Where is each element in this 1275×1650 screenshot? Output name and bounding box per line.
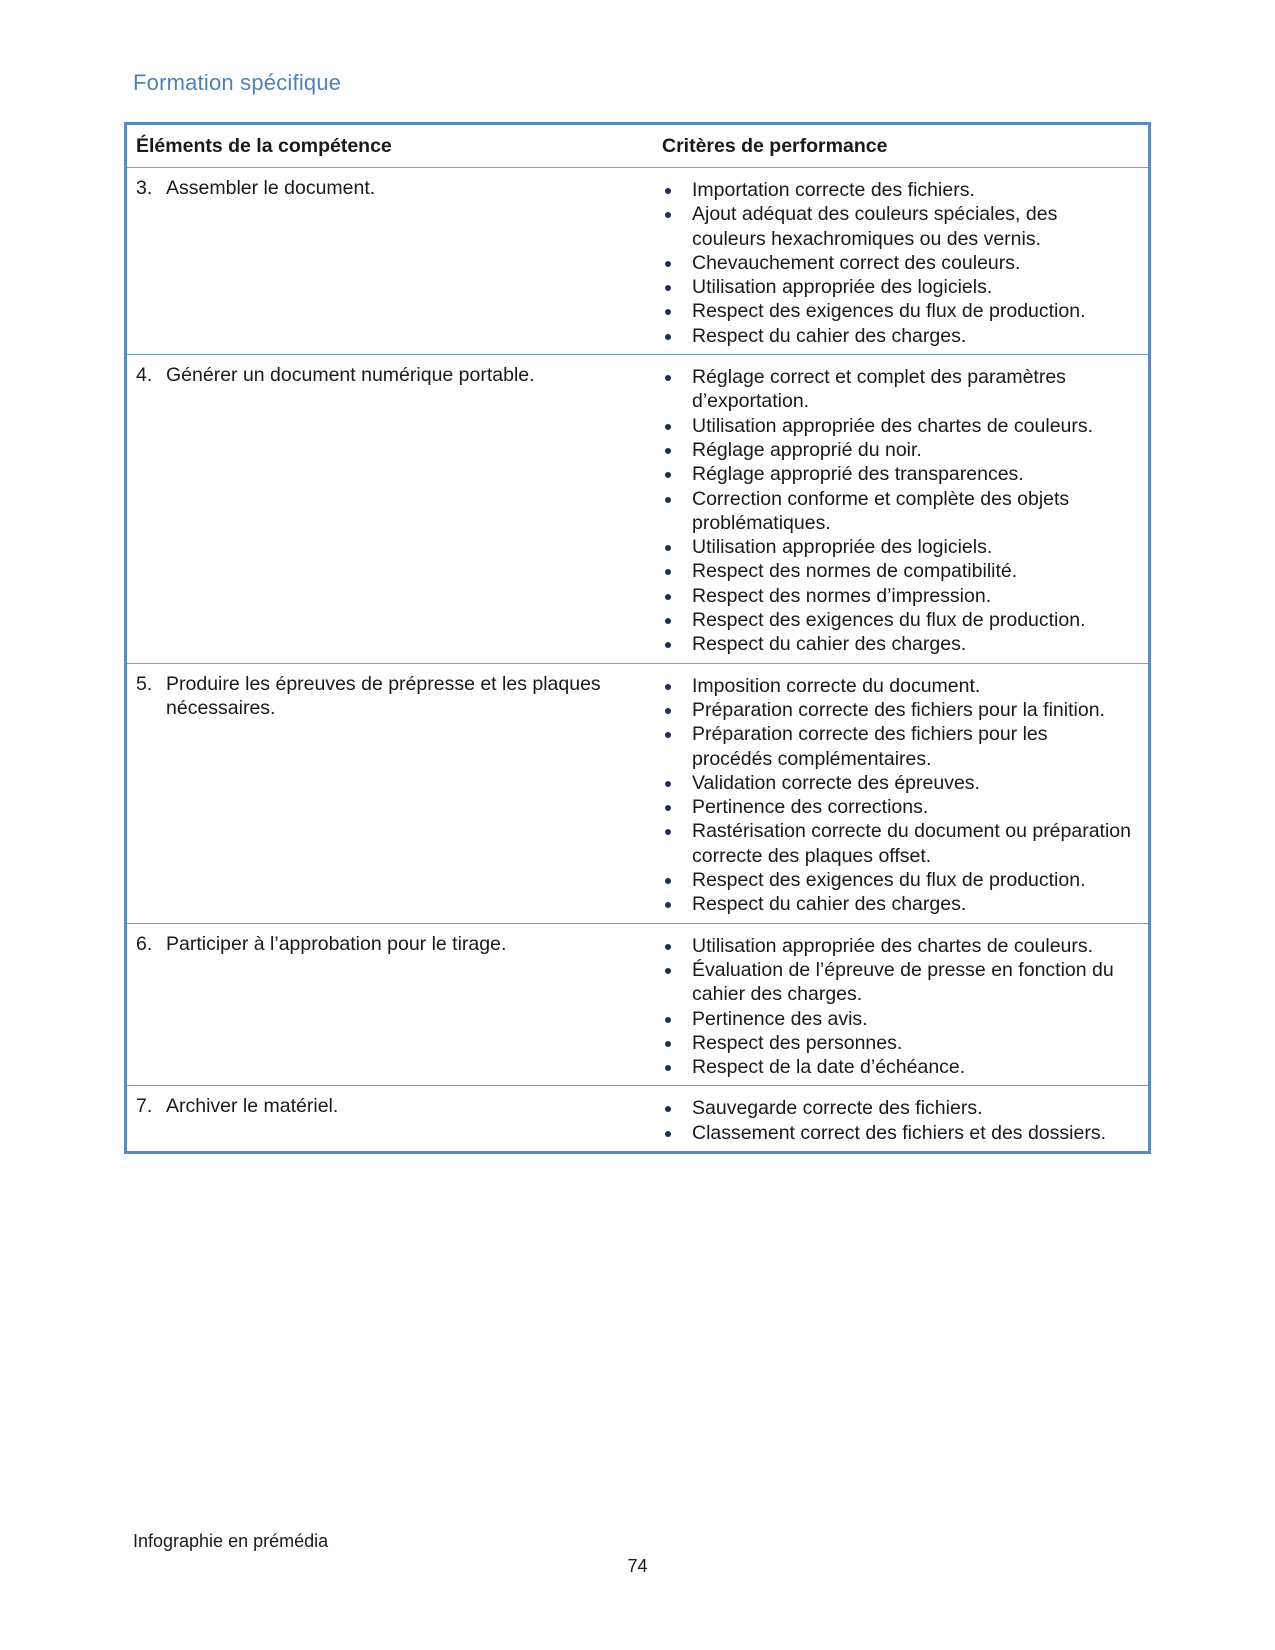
criteria-text: Utilisation appropriée des chartes de couleurs. xyxy=(692,934,1094,957)
footer-program-name: Infographie en prémédia xyxy=(133,1531,329,1551)
criteria-item xyxy=(662,934,1148,958)
bullet-icon xyxy=(665,829,671,835)
element-cell xyxy=(126,923,663,1086)
criteria-cell xyxy=(662,168,1150,355)
bullet-icon xyxy=(665,334,671,340)
criteria-item xyxy=(662,414,1148,438)
bullet-icon xyxy=(665,424,671,430)
criteria-cell xyxy=(662,1086,1150,1153)
criteria-text: Évaluation de l’épreuve de presse en fonction du cahier des charges. xyxy=(692,958,1114,1006)
criteria-item xyxy=(662,584,1148,608)
criteria-item xyxy=(662,178,1148,202)
criteria-item xyxy=(662,324,1148,348)
criteria-text: Réglage correct et complet des paramètres d’exportation. xyxy=(692,366,1066,413)
criteria-text: Validation correcte des épreuves. xyxy=(692,771,980,794)
criteria-text: Respect des personnes. xyxy=(692,1031,903,1054)
element-cell xyxy=(126,1086,663,1153)
criteria-text: Pertinence des avis. xyxy=(692,1007,868,1030)
table-header-row xyxy=(126,124,1150,168)
criteria-text: Respect des exigences du flux de production. xyxy=(692,609,1086,632)
criteria-item xyxy=(662,202,1148,251)
table-row xyxy=(126,1086,1150,1153)
criteria-list xyxy=(662,178,1148,348)
criteria-list xyxy=(662,365,1148,657)
element-item xyxy=(136,176,642,200)
criteria-text: Rastérisation correcte du document ou préparation correcte des plaques offset. xyxy=(692,820,1131,867)
criteria-item xyxy=(662,771,1148,795)
bullet-icon xyxy=(665,1065,671,1071)
bullet-icon xyxy=(665,448,671,454)
bullet-icon xyxy=(665,684,671,690)
criteria-text: Respect du cahier des charges. xyxy=(692,324,967,347)
criteria-item xyxy=(662,674,1148,698)
criteria-list xyxy=(662,1096,1148,1145)
bullet-icon xyxy=(665,708,671,714)
criteria-text: Respect du cahier des charges. xyxy=(692,893,967,916)
criteria-item xyxy=(662,698,1148,722)
criteria-text: Respect des normes de compatibilité. xyxy=(692,560,1018,583)
criteria-item xyxy=(662,868,1148,892)
criteria-item xyxy=(662,795,1148,819)
criteria-text: Pertinence des corrections. xyxy=(692,796,929,819)
criteria-item xyxy=(662,251,1148,275)
criteria-item xyxy=(662,1096,1148,1120)
element-item xyxy=(136,932,642,956)
bullet-icon xyxy=(665,878,671,884)
criteria-item xyxy=(662,1007,1148,1031)
bullet-icon xyxy=(665,944,671,950)
criteria-item xyxy=(662,819,1148,868)
criteria-item xyxy=(662,299,1148,323)
bullet-icon xyxy=(665,309,671,315)
criteria-cell xyxy=(662,663,1150,923)
bullet-icon xyxy=(665,805,671,811)
bullet-icon xyxy=(665,375,671,381)
criteria-text: Préparation correcte des fichiers pour la finition. xyxy=(692,698,1105,721)
criteria-item xyxy=(662,722,1148,771)
table-row xyxy=(126,923,1150,1086)
criteria-item xyxy=(662,275,1148,299)
element-text: Participer à l’approbation pour le tirage. xyxy=(166,932,507,955)
element-number: 7. xyxy=(136,1095,153,1118)
bullet-icon xyxy=(665,618,671,624)
bullet-icon xyxy=(665,594,671,600)
criteria-text: Utilisation appropriée des logiciels. xyxy=(692,536,993,559)
criteria-item xyxy=(662,462,1148,486)
element-number: 5. xyxy=(136,672,153,695)
bullet-icon xyxy=(665,1017,671,1023)
element-item xyxy=(136,363,642,387)
bullet-icon xyxy=(665,285,671,291)
criteria-text: Imposition correcte du document. xyxy=(692,674,981,697)
table-row xyxy=(126,168,1150,355)
criteria-item xyxy=(662,487,1148,536)
table-row xyxy=(126,663,1150,923)
element-text: Générer un document numérique portable. xyxy=(166,364,535,387)
criteria-text: Réglage approprié des transparences. xyxy=(692,463,1024,486)
criteria-text: Chevauchement correct des couleurs. xyxy=(692,251,1021,274)
criteria-item xyxy=(662,438,1148,462)
element-cell xyxy=(126,663,663,923)
bullet-icon xyxy=(665,212,671,218)
criteria-text: Importation correcte des fichiers. xyxy=(692,179,975,201)
criteria-text: Correction conforme et complète des objets problématiques. xyxy=(692,487,1070,534)
element-number: 6. xyxy=(136,932,153,955)
criteria-list xyxy=(662,674,1148,917)
criteria-item xyxy=(662,608,1148,632)
element-text: Produire les épreuves de prépresse et les plaques nécessaires. xyxy=(166,672,601,719)
criteria-cell xyxy=(662,923,1150,1086)
criteria-text: Respect des exigences du flux de production. xyxy=(692,869,1086,892)
criteria-item xyxy=(662,1121,1148,1145)
bullet-icon xyxy=(665,902,671,908)
criteria-text: Classement correct des fichiers et des dossiers. xyxy=(692,1121,1106,1144)
criteria-text: Sauvegarde correcte des fichiers. xyxy=(692,1097,983,1120)
section-title: Formation spécifique xyxy=(133,70,342,95)
element-cell xyxy=(126,168,663,355)
table-body xyxy=(126,168,1150,1153)
column-header-criteria: Critères de performance xyxy=(662,124,1150,168)
criteria-item xyxy=(662,1055,1148,1079)
bullet-icon xyxy=(665,569,671,575)
element-item xyxy=(136,672,642,720)
criteria-text: Respect de la date d’échéance. xyxy=(692,1056,966,1079)
table-row xyxy=(126,355,1150,664)
bullet-icon xyxy=(665,1131,671,1137)
page-number: 74 xyxy=(627,1556,648,1576)
element-number: 3. xyxy=(136,177,153,199)
bullet-icon xyxy=(665,1041,671,1047)
criteria-item xyxy=(662,1031,1148,1055)
criteria-item xyxy=(662,958,1148,1007)
criteria-item xyxy=(662,535,1148,559)
criteria-text: Respect du cahier des charges. xyxy=(692,633,967,656)
criteria-text: Ajout adéquat des couleurs spéciales, des couleurs hexachromiques ou des vernis. xyxy=(692,203,1058,250)
bullet-icon xyxy=(665,188,671,194)
bullet-icon xyxy=(665,472,671,478)
criteria-item xyxy=(662,892,1148,916)
bullet-icon xyxy=(665,545,671,551)
bullet-icon xyxy=(665,261,671,267)
element-text: Archiver le matériel. xyxy=(166,1095,339,1118)
criteria-text: Utilisation appropriée des chartes de couleurs. xyxy=(692,414,1094,437)
criteria-text: Respect des exigences du flux de production. xyxy=(692,300,1086,323)
element-number: 4. xyxy=(136,364,153,387)
element-item xyxy=(136,1094,642,1118)
competency-table xyxy=(124,122,1151,1154)
criteria-text: Préparation correcte des fichiers pour les procédés complémentaires. xyxy=(692,723,1048,770)
criteria-list xyxy=(662,934,1148,1080)
criteria-text: Utilisation appropriée des logiciels. xyxy=(692,276,993,299)
bullet-icon xyxy=(665,732,671,738)
criteria-cell xyxy=(662,355,1150,664)
criteria-item xyxy=(662,559,1148,583)
bullet-icon xyxy=(665,497,671,503)
column-header-elements: Éléments de la compétence xyxy=(126,124,663,168)
criteria-text: Réglage approprié du noir. xyxy=(692,438,922,461)
bullet-icon xyxy=(665,1106,671,1112)
criteria-item xyxy=(662,365,1148,414)
bullet-icon xyxy=(665,642,671,648)
element-text: Assembler le document. xyxy=(166,177,376,199)
bullet-icon xyxy=(665,781,671,787)
bullet-icon xyxy=(665,968,671,974)
element-cell xyxy=(126,355,663,664)
criteria-item xyxy=(662,632,1148,656)
criteria-text: Respect des normes d’impression. xyxy=(692,584,992,607)
